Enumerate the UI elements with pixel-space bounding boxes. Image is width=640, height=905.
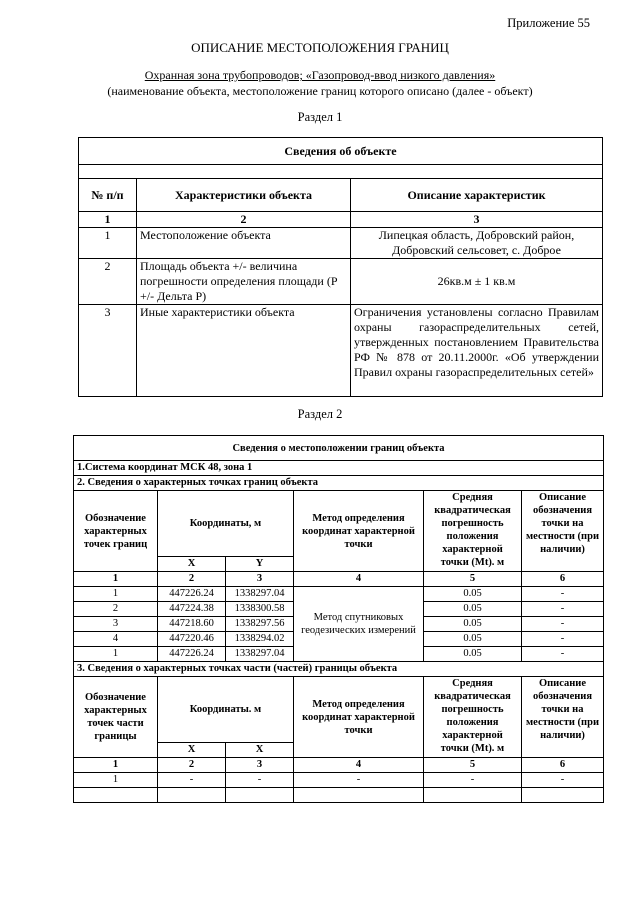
part-col-header-description: Описание обозначения точки на местности (при наличии): [522, 677, 604, 758]
point-description: -: [522, 632, 604, 647]
table-row: [74, 436, 604, 461]
table-row: [79, 165, 603, 179]
empty-cell: [522, 788, 604, 803]
object-info-table: [78, 137, 603, 397]
point-error: 0.05: [424, 632, 522, 647]
table-title: Сведения об объекте: [79, 138, 603, 165]
table-row: [74, 662, 604, 677]
part-point-y: -: [226, 773, 294, 788]
point-method: Метод спутниковых геодезических измерений: [294, 587, 424, 662]
point-error: 0.05: [424, 617, 522, 632]
col-index: 1: [74, 758, 158, 773]
row-number: 2: [79, 259, 137, 305]
table-row: [79, 259, 603, 305]
point-error: 0.05: [424, 602, 522, 617]
table-row: [79, 228, 603, 259]
point-description: -: [522, 587, 604, 602]
row-description: Ограничения установлены согласно Правилам охраны газораспределительных сетей, утвержденных постановлением Правительства РФ № 878 от 20.11.2000г. «Об утверждении Правил охраны газораспределительных сетей»: [351, 305, 603, 397]
col-index: 3: [226, 572, 294, 587]
col-index: 3: [226, 758, 294, 773]
point-y: 1338297.04: [226, 647, 294, 662]
point-x: 447224.38: [158, 602, 226, 617]
table-spacer: [79, 165, 603, 179]
col-index: 4: [294, 572, 424, 587]
empty-cell: [226, 788, 294, 803]
point-x: 447226.24: [158, 647, 226, 662]
col-index: 1: [74, 572, 158, 587]
col-index: 2: [158, 758, 226, 773]
col-index: 3: [351, 212, 603, 228]
point-description: -: [522, 617, 604, 632]
part-point-number: 1: [74, 773, 158, 788]
row-characteristic: Площадь объекта +/- величина погрешности определения площади (Р +/- Дельта Р): [137, 259, 351, 305]
point-x: 447226.24: [158, 587, 226, 602]
part-col-header-x2: X: [226, 743, 294, 758]
part-point-description: -: [522, 773, 604, 788]
table-index-row: [74, 758, 604, 773]
empty-cell: [424, 788, 522, 803]
object-note: (наименование объекта, местоположение границ которого описано (далее - объект): [107, 84, 533, 98]
section1-title: Раздел 1: [297, 110, 343, 124]
object-name-text: Охранная зона трубопроводов; «Газопровод-ввод низкого давления»: [144, 68, 496, 82]
row-description: Липецкая область, Добровский район, Добровский сельсовет, с. Доброе: [351, 228, 603, 259]
row-number: 3: [79, 305, 137, 397]
part-point-method: -: [294, 773, 424, 788]
col-index: 5: [424, 758, 522, 773]
empty-cell: [74, 788, 158, 803]
point-y: 1338294.02: [226, 632, 294, 647]
point-y: 1338300.58: [226, 602, 294, 617]
col-header-description: Описание обозначения точки на местности (при наличии): [522, 491, 604, 572]
empty-cell: [294, 788, 424, 803]
row-characteristic: Местоположение объекта: [137, 228, 351, 259]
table-title: Сведения о местоположении границ объекта: [74, 436, 604, 461]
document-title: ОПИСАНИЕ МЕСТОПОЛОЖЕНИЯ ГРАНИЦ: [191, 40, 449, 55]
row-description: 26кв.м ± 1 кв.м: [351, 259, 603, 305]
point-number: 1: [74, 647, 158, 662]
col-header-desc: Описание характеристик: [351, 179, 603, 212]
point-number: 4: [74, 632, 158, 647]
point-y: 1338297.04: [226, 587, 294, 602]
part-point-x: -: [158, 773, 226, 788]
point-error: 0.05: [424, 647, 522, 662]
table-row: [74, 476, 604, 491]
table-row: [79, 305, 603, 397]
point-y: 1338297.56: [226, 617, 294, 632]
table-row: [74, 587, 604, 602]
col-header-error: Средняя квадратическая погрешность положения характерной точки (Mt). м: [424, 491, 522, 572]
boundary-table: [73, 435, 604, 803]
col-header-designation: Обозначение характерных точек границ: [74, 491, 158, 572]
table-index-row: [74, 572, 604, 587]
col-header-coords: Координаты, м: [158, 491, 294, 557]
table-header-row: [74, 677, 604, 743]
part-col-header-x: X: [158, 743, 226, 758]
table-row: [74, 788, 604, 803]
row-characteristic: Иные характеристики объекта: [137, 305, 351, 397]
table-row: [74, 773, 604, 788]
col-header-y: Y: [226, 557, 294, 572]
col-index: 4: [294, 758, 424, 773]
point-error: 0.05: [424, 587, 522, 602]
col-index: 1: [79, 212, 137, 228]
table-index-row: [79, 212, 603, 228]
col-index: 2: [137, 212, 351, 228]
point-number: 2: [74, 602, 158, 617]
points-section-title: 2. Сведения о характерных точках границ объекта: [74, 476, 604, 491]
col-header-num: № п/п: [79, 179, 137, 212]
col-index: 6: [522, 758, 604, 773]
point-description: -: [522, 647, 604, 662]
section2-title: Раздел 2: [297, 407, 343, 421]
row-number: 1: [79, 228, 137, 259]
part-col-header-method: Метод определения координат характерной точки: [294, 677, 424, 758]
table-header-row: [79, 179, 603, 212]
col-header-x: X: [158, 557, 226, 572]
coordinate-system: 1.Система координат МСК 48, зона 1: [74, 461, 604, 476]
table-row: [74, 461, 604, 476]
part-section-title: 3. Сведения о характерных точках части (частей) границы объекта: [74, 662, 604, 677]
col-index: 5: [424, 572, 522, 587]
point-x: 447220.46: [158, 632, 226, 647]
point-number: 3: [74, 617, 158, 632]
col-header-char: Характеристики объекта: [137, 179, 351, 212]
point-description: -: [522, 602, 604, 617]
col-header-method: Метод определения координат характерной точки: [294, 491, 424, 572]
table-header-row: [74, 491, 604, 557]
empty-cell: [158, 788, 226, 803]
col-index: 6: [522, 572, 604, 587]
point-x: 447218.60: [158, 617, 226, 632]
part-point-error: -: [424, 773, 522, 788]
part-col-header-designation: Обозначение характерных точек части границы: [74, 677, 158, 758]
appendix-label: Приложение 55: [507, 16, 590, 30]
point-number: 1: [74, 587, 158, 602]
object-name: [0, 68, 640, 83]
part-col-header-error: Средняя квадратическая погрешность положения характерной точки (Mt). м: [424, 677, 522, 758]
col-index: 2: [158, 572, 226, 587]
part-col-header-coords: Координаты. м: [158, 677, 294, 743]
table-row: [79, 138, 603, 165]
